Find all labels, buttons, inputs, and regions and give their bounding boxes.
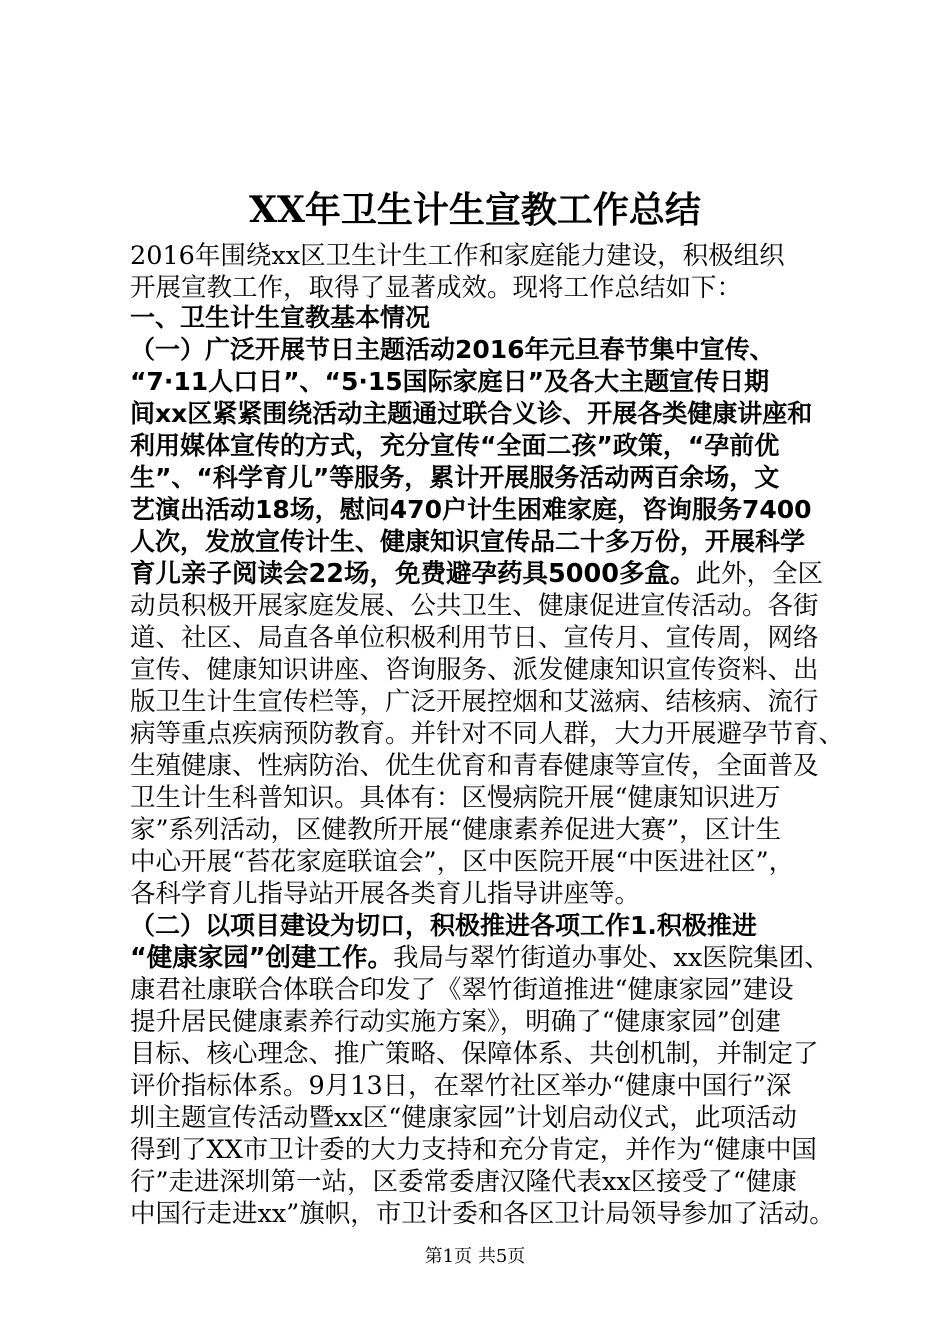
part2-heading: （二）以项目建设为切口，积极推进各项工作1.积极推进 — [130, 911, 757, 940]
part2-line-2-normal: 我局与翠竹街道办事处、xx医院集团、 — [393, 943, 830, 973]
part2-line-10: 中国行走进xx”旗帜，市卫计委和各区卫计局领导参加了活动。 — [130, 1199, 835, 1229]
document-title: XX年卫生计生宣教工作总结 — [249, 189, 701, 231]
part1-line-1: （一）广泛开展节日主题活动2016年元旦春节集中宣传、 — [130, 335, 775, 364]
part1-line-12: 版卫生计生宣传栏等，广泛开展控烟和艾滋病、结核病、流行 — [130, 687, 819, 717]
intro-line-1: 2016年围绕xx区卫生计生工作和家庭能力建设，积极组织 — [130, 241, 785, 271]
part2-line-2 — [130, 942, 830, 974]
part1-line-11: 宣传、健康知识讲座、咨询服务、派发健康知识宣传资料、出 — [130, 655, 819, 685]
section-heading: 一、卫生计生宣教基本情况 — [130, 303, 431, 332]
part2-line-5: 目标、核心理念、推广策略、保障体系、共创机制，并制定了 — [130, 1039, 819, 1069]
part1-line-3: 间xx区紧紧围绕活动主题通过联合义诊、开展各类健康讲座和 — [130, 399, 813, 428]
part1-line-8-normal: 此外，全区 — [695, 559, 823, 589]
part1-line-17: 中心开展“苔花家庭联谊会”，区中医院开展“中医进社区”， — [130, 847, 795, 877]
part1-line-8 — [130, 558, 823, 590]
page-number-footer: 第1页 共5页 — [424, 1246, 526, 1267]
part1-line-15: 卫生计生科普知识。具体有：区慢病院开展“健康知识进万 — [130, 783, 781, 813]
part2-line-4: 提升居民健康素养行动实施方案》，明确了“健康家园”创建 — [130, 1007, 781, 1037]
part2-line-8: 得到了XX市卫计委的大力支持和充分肯定，并作为“健康中国 — [130, 1135, 817, 1165]
part1-line-18: 各科学育儿指导站开展各类育儿指导讲座等。 — [130, 879, 641, 909]
part1-line-16: 家”系列活动，区健教所开展“健康素养促进大赛”，区计生 — [130, 815, 782, 845]
part1-line-8-bold: 育儿亲子阅读会22场，免费避孕药具5000多盒。 — [130, 559, 696, 589]
part1-line-4: 利用媒体宣传的方式，充分宣传“全面二孩”政策，“孕前优 — [130, 431, 780, 460]
part1-line-2: “7·11人口日”、“5·15国际家庭日”及各大主题宣传日期 — [130, 367, 770, 396]
part1-line-10: 道、社区、局直各单位积极利用节日、宣传月、宣传周，网络 — [130, 623, 819, 653]
intro-line-2: 开展宣教工作，取得了显著成效。现将工作总结如下： — [130, 273, 743, 303]
part1-line-9: 动员积极开展家庭发展、公共卫生、健康促进宣传活动。各街 — [130, 591, 819, 621]
part1-line-14: 生殖健康、性病防治、优生优育和青春健康等宣传，全面普及 — [130, 751, 819, 781]
part1-line-5: 生”、“科学育儿”等服务，累计开展服务活动两百余场，文 — [130, 463, 780, 492]
part2-line-9: 行”走进深圳第一站，区委常委唐汉隆代表xx区接受了“健康 — [130, 1167, 797, 1197]
part2-line-3: 康君社康联合体联合印发了《翠竹街道推进“健康家园”建设 — [130, 975, 794, 1005]
part2-line-6: 评价指标体系。9月13日，在翠竹社区举办“健康中国行”深 — [130, 1071, 792, 1101]
part1-line-7: 人次，发放宣传计生、健康知识宣传品二十多万份，开展科学 — [130, 527, 806, 556]
part2-line-7: 圳主题宣传活动暨xx区“健康家园”计划启动仪式，此项活动 — [130, 1103, 797, 1133]
part1-line-13: 病等重点疾病预防教育。并针对不同人群，大力开展避孕节育、 — [130, 719, 845, 749]
part2-line-2-bold: “健康家园”创建工作。 — [130, 943, 394, 973]
part1-line-6: 艺演出活动18场，慰问470户计生困难家庭，咨询服务7400 — [130, 495, 812, 524]
